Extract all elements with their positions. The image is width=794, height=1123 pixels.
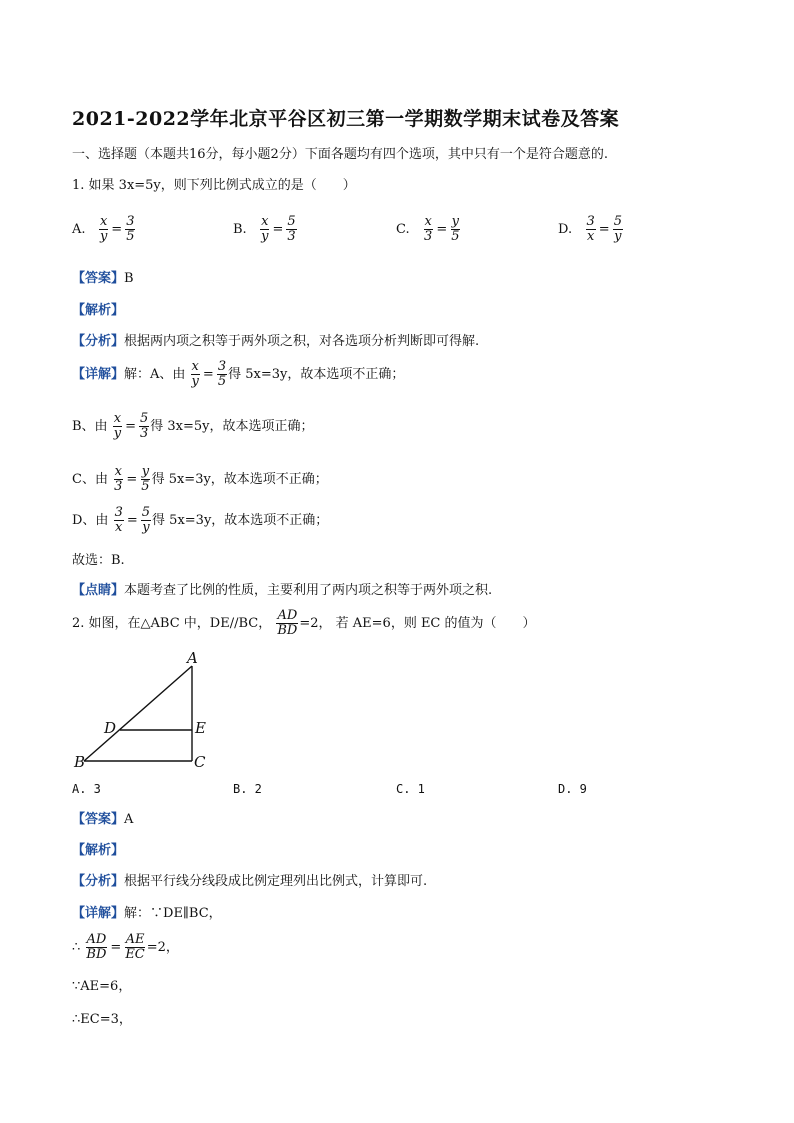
q1-choose: 故选：B. xyxy=(72,553,125,568)
q2-option-a: A. 3 xyxy=(72,782,101,796)
q2-answer: 【答案】A xyxy=(72,812,134,827)
q1-detail-d: D、由 $\frac{3}{x}$ = $\frac{5}{y}$ 得 5x=3y，故本选项不正确； xyxy=(72,505,329,535)
q2-analysis-heading: 【解析】 xyxy=(72,843,125,858)
q2-stem: 2. 如图，在△ABC 中，DE//BC， $\frac{AD}{BD}$ =2， 若 AE=6，则 EC 的值为（ ） xyxy=(72,608,536,638)
q2-option-c: C. 1 xyxy=(396,782,425,796)
q1-dianjing: 【点睛】本题考查了比例的性质，主要利用了两内项之积等于两外项之积. xyxy=(72,583,493,598)
q2-fenxi: 【分析】根据平行线分线段成比例定理列出比例式，计算即可. xyxy=(72,874,428,889)
q1-detail-b: B、由 $\frac{x}{y}$ = $\frac{5}{3}$ 得 3x=5y，故本选项正确； xyxy=(72,411,314,441)
q1-fenxi: 【分析】根据两内项之积等于两外项之积，对各选项分析判断即可得解. xyxy=(72,334,480,349)
q2-option-b: B. 2 xyxy=(233,782,262,796)
q1-option-a: A. $\frac{x}{y}$ = $\frac{3}{5}$ xyxy=(72,214,135,244)
q1-answer: 【答案】B xyxy=(72,271,134,286)
q1-detail-c: C、由 $\frac{x}{3}$ = $\frac{y}{5}$ 得 5x=3y，故本选项不正确； xyxy=(72,464,328,494)
label-c: C xyxy=(194,753,206,770)
q1-option-d: D. $\frac{3}{x}$ = $\frac{5}{y}$ xyxy=(558,214,622,244)
label-d: D xyxy=(104,719,117,737)
q1-detail-a: 【详解】解：A、由 $\frac{x}{y}$ = $\frac{3}{5}$ 得 5x=3y，故本选项不正确； xyxy=(72,359,405,389)
q1-option-b: B. $\frac{x}{y}$ = $\frac{5}{3}$ xyxy=(233,214,296,244)
q1-stem: 1. 如果 3x=5y，则下列比例式成立的是（ ） xyxy=(72,178,356,193)
section-heading: 一、选择题（本题共16分，每小题2分）下面各题均有四个选项，其中只有一个是符合题意的. xyxy=(72,147,608,162)
label-a: A xyxy=(187,649,198,667)
q1-analysis-heading: 【解析】 xyxy=(72,303,125,318)
page-title: 2021-2022学年北京平谷区初三第一学期数学期末试卷及答案 xyxy=(72,108,620,130)
q2-detail-1: 【详解】解：∵DE∥BC， xyxy=(72,906,222,921)
q2-detail-4: ∴EC=3， xyxy=(72,1012,132,1027)
triangle-figure xyxy=(70,648,220,770)
q1-option-c: C. $\frac{x}{3}$ = $\frac{y}{5}$ xyxy=(396,214,460,244)
q2-detail-3: ∵AE=6， xyxy=(72,979,132,994)
label-b: B xyxy=(74,753,86,770)
edge-ab xyxy=(84,666,192,761)
q2-option-d: D. 9 xyxy=(558,782,587,796)
q2-detail-2: ∴ $\frac{AD}{BD}$ = $\frac{AE}{EC}$ =2， xyxy=(72,932,179,962)
label-e: E xyxy=(195,719,206,737)
